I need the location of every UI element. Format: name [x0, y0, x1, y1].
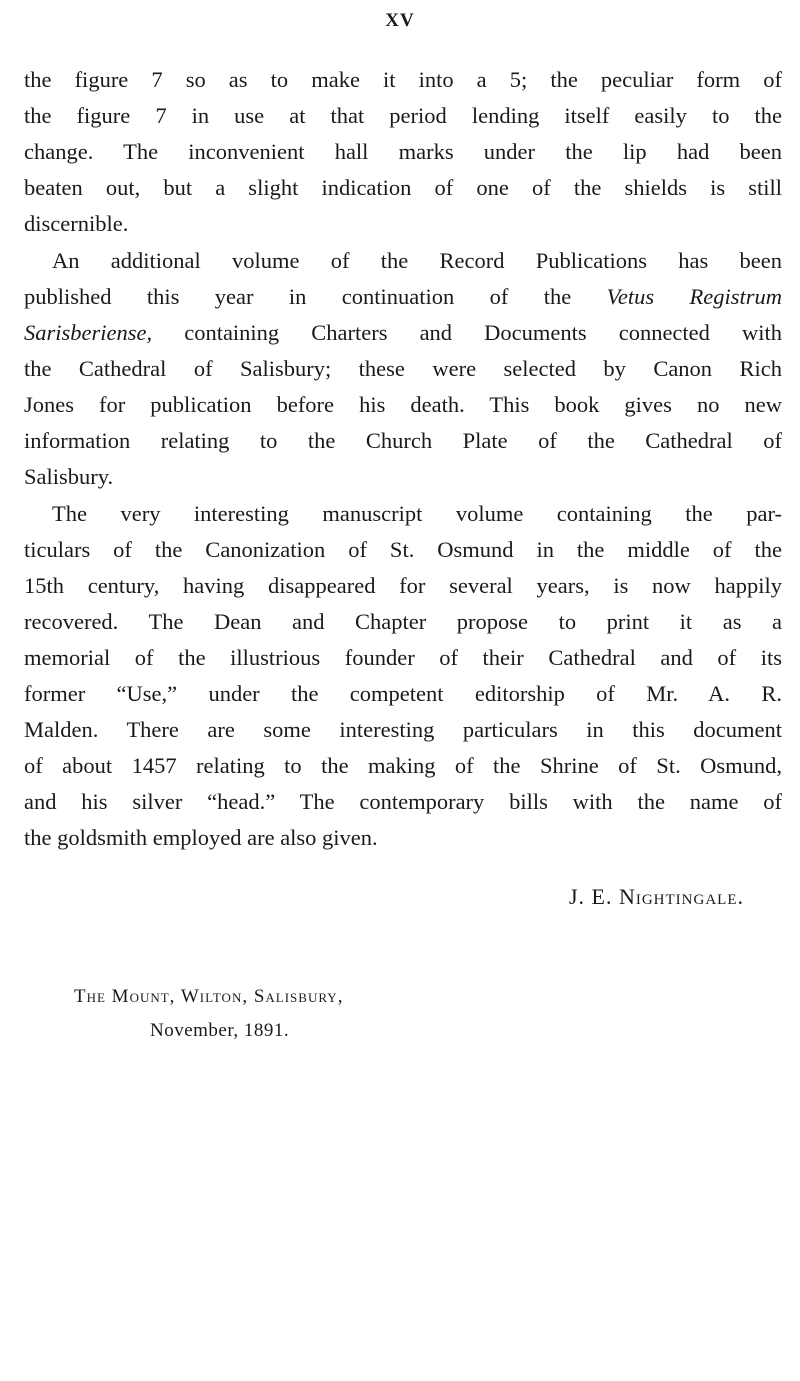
text-line: Jones for publication before his death. This book gives no new — [24, 392, 782, 417]
text-line: An additional volume of the Record Publications has been — [52, 248, 782, 273]
text-line: information relating to the Church Plate of the Cathedral of — [24, 428, 782, 453]
text-line: memorial of the illustrious founder of their Cathedral and of its — [24, 645, 782, 670]
text-line: discernible. — [24, 211, 129, 236]
text-line: 15th century, having disappeared for several years, is now happily — [24, 573, 782, 598]
italic-title: Sarisberiense, — [24, 320, 153, 345]
text-line — [24, 315, 782, 351]
text-line: The very interesting manuscript volume containing the par- — [52, 501, 782, 526]
text-line: former “Use,” under the competent editorship of Mr. A. R. — [24, 681, 782, 706]
page-body — [24, 62, 782, 856]
paragraph-2 — [24, 243, 782, 495]
text-line: ticulars of the Canonization of St. Osmund in the middle of the — [24, 537, 782, 562]
text-line: the Cathedral of Salisbury; these were selected by Canon Rich — [24, 356, 782, 381]
text-line: beaten out, but a slight indication of one of the shields is still — [24, 175, 782, 200]
text-line: recovered. The Dean and Chapter propose to print it as a — [24, 609, 782, 634]
author-signature: J. E. Nightingale. — [568, 884, 744, 909]
text-line: the figure 7 so as to make it into a 5; the peculiar form of — [24, 67, 782, 92]
paragraph-1 — [24, 62, 782, 242]
paragraph-3 — [24, 496, 782, 856]
text-line — [24, 279, 782, 315]
page-number: XV — [385, 10, 415, 31]
italic-title: Vetus Registrum — [606, 284, 782, 309]
text-line: and his silver “head.” The contemporary bills with the name of — [24, 789, 782, 814]
text-line: the figure 7 in use at that period lending itself easily to the — [24, 103, 782, 128]
text-line: Malden. There are some interesting particulars in this document — [24, 717, 782, 742]
text-segment: published this year in continuation of the — [24, 284, 607, 309]
text-segment: containing Charters and Documents connected with — [152, 320, 782, 345]
text-line: change. The inconvenient hall marks under the lip had been — [24, 139, 782, 164]
address: The Mount, Wilton, Salisbury, — [74, 986, 344, 1007]
date: November, 1891. — [150, 1020, 290, 1041]
text-line: Salisbury. — [24, 464, 114, 489]
text-line: of about 1457 relating to the making of the Shrine of St. Osmund, — [24, 753, 782, 778]
text-line: the goldsmith employed are also given. — [24, 825, 378, 850]
